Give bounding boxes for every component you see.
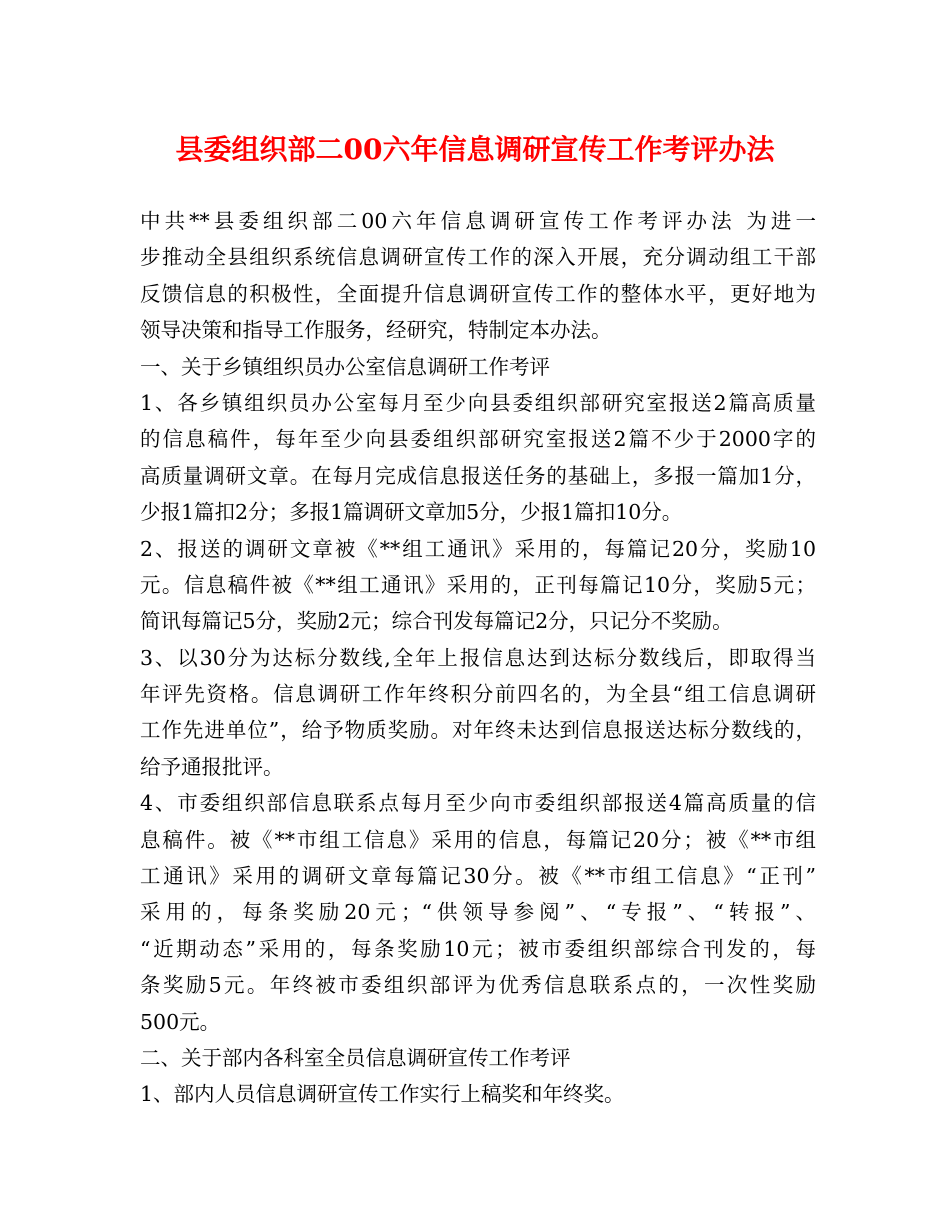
body-line: 反馈信息的积极性，全面提升信息调研宣传工作的整体水平，更好地为 (140, 281, 816, 306)
body-line: 年评先资格。信息调研工作年终积分前四名的，为全县“组工信息调研 (140, 682, 816, 707)
body-line: 息稿件。被《**市组工信息》采用的信息，每篇记20分；被《**市组 (140, 827, 816, 852)
body-line: 工作先进单位”，给予物质奖励。对年终未达到信息报送达标分数线的， (140, 718, 816, 743)
body-line: 2、报送的调研文章被《**组工通讯》采用的，每篇记20分，奖励10 (140, 536, 816, 561)
body-line: 1、部内人员信息调研宣传工作实行上稿奖和年终奖。 (140, 1082, 625, 1107)
body-line: 1、各乡镇组织员办公室每月至少向县委组织部研究室报送2篇高质量 (140, 390, 816, 415)
body-line: 采用的，每条奖励20元；“供领导参阅”、“专报”、“转报”、 (140, 900, 816, 925)
body-line: 中共**县委组织部二00六年信息调研宣传工作考评办法 为进一 (140, 209, 816, 233)
body-line: 步推动全县组织系统信息调研宣传工作的深入开展，充分调动组工干部 (140, 245, 816, 270)
body-line: 少报1篇扣2分；多报1篇调研文章加5分，少报1篇扣10分。 (140, 500, 683, 525)
body-line: 给予通报批评。 (140, 754, 284, 779)
document-title: 县委组织部二00六年信息调研宣传工作考评办法 (175, 133, 775, 166)
document-body (140, 203, 816, 1113)
section-heading: 一、关于乡镇组织员办公室信息调研工作考评 (140, 354, 550, 379)
body-line: 500元。 (140, 1009, 221, 1034)
body-line: 4、市委组织部信息联系点每月至少向市委组织部报送4篇高质量的信 (140, 791, 816, 816)
body-line: 条奖励5元。年终被市委组织部评为优秀信息联系点的，一次性奖励 (140, 973, 816, 998)
body-line: 简讯每篇记5分，奖励2元；综合刊发每篇记2分，只记分不奖励。 (140, 609, 733, 634)
body-line: 工通讯》采用的调研文章每篇记30分。被《**市组工信息》“正刊” (140, 864, 816, 889)
section-heading: 二、关于部内各科室全员信息调研宣传工作考评 (140, 1045, 571, 1070)
body-line: “近期动态”采用的，每条奖励10元；被市委组织部综合刊发的，每 (140, 936, 816, 961)
body-line: 3、以30分为达标分数线,全年上报信息达到达标分数线后，即取得当 (140, 645, 816, 670)
body-line: 高质量调研文章。在每月完成信息报送任务的基础上，多报一篇加1分， (140, 463, 816, 488)
body-line: 的信息稿件，每年至少向县委组织部研究室报送2篇不少于2000字的 (140, 427, 816, 452)
body-line: 领导决策和指导工作服务，经研究，特制定本办法。 (140, 318, 612, 343)
body-line: 元。信息稿件被《**组工通讯》采用的，正刊每篇记10分，奖励5元； (140, 572, 816, 597)
